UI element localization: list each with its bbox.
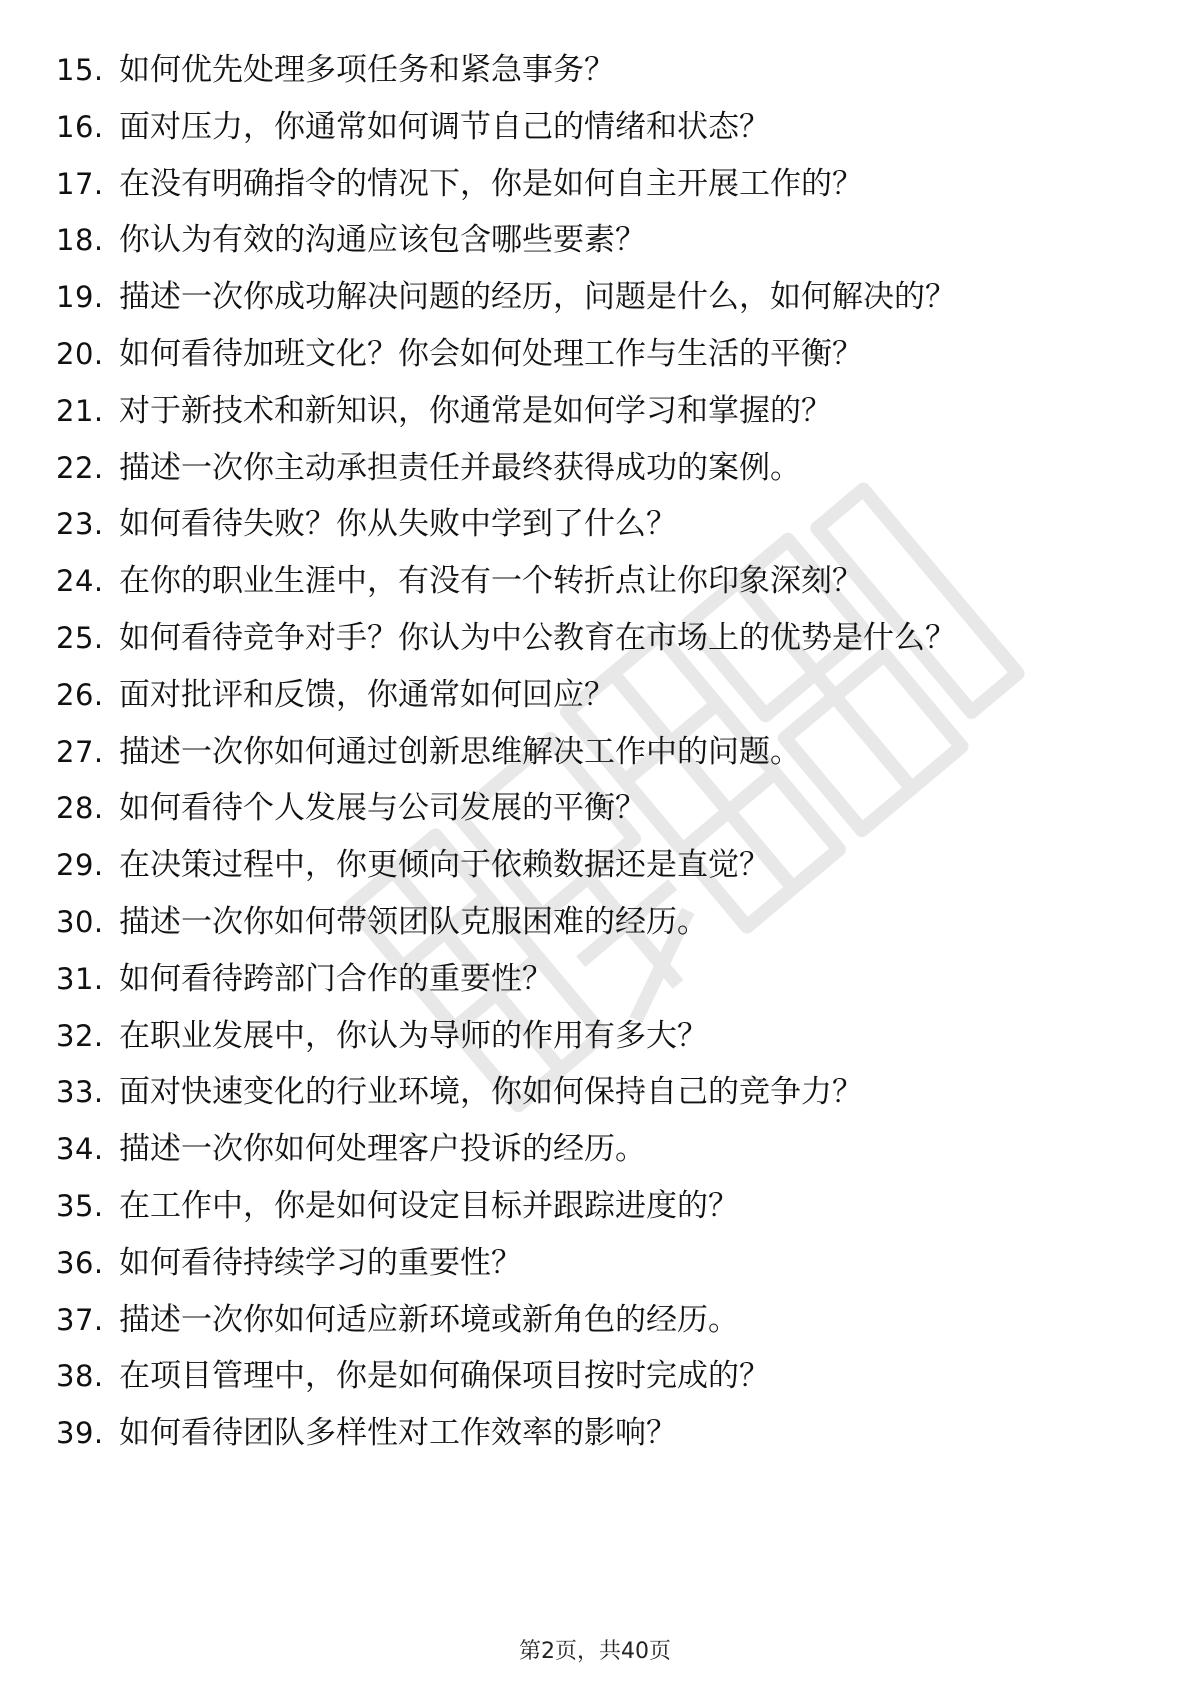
- question-number: 19.: [56, 280, 104, 315]
- list-item: [56, 446, 1156, 490]
- list-item: [56, 730, 1156, 774]
- question-number: 23.: [56, 507, 104, 542]
- list-item: [56, 559, 1156, 603]
- question-text: 如何看待跨部门合作的重要性？: [119, 960, 553, 997]
- question-text: 如何看待个人发展与公司发展的平衡？: [119, 790, 646, 827]
- list-item: [56, 105, 1156, 149]
- question-number: 34.: [56, 1132, 104, 1167]
- question-text: 面对快速变化的行业环境，你如何保持自己的竞争力？: [119, 1074, 863, 1111]
- question-text: 如何看待加班文化？你会如何处理工作与生活的平衡？: [119, 336, 863, 372]
- question-text: 面对压力，你通常如何调节自己的情绪和状态？: [119, 108, 770, 145]
- question-number: 35.: [56, 1189, 104, 1223]
- list-item: [56, 48, 1156, 92]
- list-item: [56, 900, 1156, 944]
- question-number: 29.: [56, 848, 104, 883]
- list-item: [56, 1241, 1156, 1285]
- list-item: [56, 502, 1156, 546]
- list-item: [56, 1411, 1156, 1455]
- question-number: 27.: [56, 734, 104, 769]
- question-text: 如何看待持续学习的重要性？: [119, 1244, 522, 1281]
- question-text: 描述一次你如何通过创新思维解决工作中的问题。: [119, 733, 801, 770]
- question-number: 32.: [56, 1018, 104, 1053]
- question-number: 22.: [56, 450, 104, 485]
- question-text: 你认为有效的沟通应该包含哪些要素？: [119, 222, 646, 259]
- question-text: 描述一次你如何带领团队克服困难的经历。: [119, 904, 708, 940]
- question-text: 描述一次你主动承担责任并最终获得成功的案例。: [119, 449, 801, 486]
- question-text: 在职业发展中，你认为导师的作用有多大？: [119, 1017, 708, 1054]
- question-number: 21.: [56, 393, 104, 428]
- list-item: [56, 162, 1156, 206]
- question-text: 描述一次你如何处理客户投诉的经历。: [119, 1131, 646, 1168]
- list-item: [56, 275, 1156, 319]
- list-item: [56, 1184, 1156, 1228]
- list-item: [56, 1070, 1156, 1114]
- question-text: 如何看待失败？你从失败中学到了什么？: [119, 506, 677, 543]
- question-number: 39.: [56, 1416, 104, 1451]
- question-text: 在项目管理中，你是如何确保项目按时完成的？: [119, 1358, 770, 1395]
- list-item: [56, 389, 1156, 433]
- list-item: [56, 1014, 1156, 1058]
- question-number: 28.: [56, 791, 104, 826]
- question-number: 15.: [56, 53, 104, 87]
- question-number: 37.: [56, 1302, 104, 1337]
- question-number: 31.: [56, 961, 104, 996]
- question-text: 如何看待竞争对手？你认为中公教育在市场上的优势是什么？: [119, 620, 956, 656]
- list-item: [56, 332, 1156, 376]
- question-text: 如何看待团队多样性对工作效率的影响？: [119, 1415, 677, 1452]
- question-text: 如何优先处理多项任务和紧急事务？: [119, 52, 615, 88]
- question-text: 在你的职业生涯中，有没有一个转折点让你印象深刻？: [119, 563, 863, 600]
- list-item: [56, 786, 1156, 830]
- question-text: 描述一次你成功解决问题的经历，问题是什么，如何解决的？: [119, 279, 956, 316]
- question-number: 30.: [56, 905, 104, 939]
- question-number: 25.: [56, 621, 104, 655]
- list-item: [56, 218, 1156, 262]
- question-number: 17.: [56, 166, 104, 201]
- question-number: 26.: [56, 677, 104, 712]
- list-item: [56, 1354, 1156, 1398]
- list-item: [56, 1127, 1156, 1171]
- question-text: 对于新技术和新知识，你通常是如何学习和掌握的？: [119, 392, 832, 429]
- question-text: 描述一次你如何适应新环境或新角色的经历。: [119, 1301, 739, 1338]
- page-number-footer: 第2页，共40页: [519, 1639, 671, 1664]
- question-number: 38.: [56, 1359, 104, 1394]
- list-item: [56, 616, 1156, 660]
- question-number: 16.: [56, 109, 104, 144]
- list-item: [56, 843, 1156, 887]
- list-item: [56, 957, 1156, 1001]
- question-text: 面对批评和反馈，你通常如何回应？: [119, 676, 615, 713]
- question-text: 在决策过程中，你更倾向于依赖数据还是直觉？: [119, 847, 770, 884]
- list-item: [56, 673, 1156, 717]
- question-number: 36.: [56, 1245, 104, 1280]
- question-number: 33.: [56, 1075, 104, 1110]
- question-number: 18.: [56, 223, 104, 258]
- list-item: [56, 1298, 1156, 1342]
- question-text: 在工作中，你是如何设定目标并跟踪进度的？: [119, 1188, 739, 1224]
- question-number: 24.: [56, 564, 104, 599]
- question-text: 在没有明确指令的情况下，你是如何自主开展工作的？: [119, 165, 863, 202]
- question-number: 20.: [56, 337, 104, 371]
